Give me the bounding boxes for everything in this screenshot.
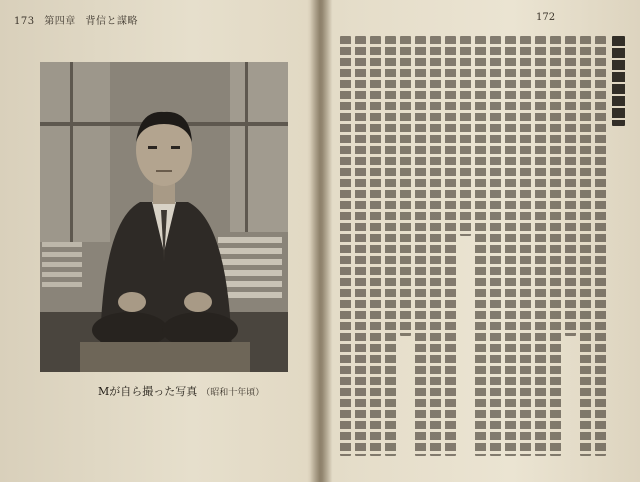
text-line-placeholder <box>475 36 486 456</box>
text-line-placeholder <box>385 36 396 456</box>
right-page-number: 172 <box>536 12 556 23</box>
portrait-illustration <box>40 62 288 372</box>
text-line-placeholder <box>520 36 531 456</box>
section-heading-placeholder <box>612 36 625 126</box>
text-line-placeholder <box>445 36 456 456</box>
photo-caption <box>98 383 264 399</box>
right-page <box>322 0 640 482</box>
text-line-placeholder <box>460 36 471 236</box>
text-line-placeholder <box>535 36 546 456</box>
text-line-placeholder <box>370 36 381 456</box>
portrait-photo <box>40 62 288 372</box>
text-line-placeholder <box>550 36 561 456</box>
left-page-header <box>14 12 138 27</box>
caption-date: （昭和十年頃） <box>201 388 265 398</box>
text-line-placeholder <box>580 36 591 456</box>
text-line-placeholder <box>490 36 501 456</box>
caption-main: Mが自ら撮った写真 <box>98 385 198 398</box>
text-line-placeholder <box>430 36 441 456</box>
left-page <box>0 0 318 482</box>
vertical-text-block <box>340 36 620 466</box>
left-page-number: 173 <box>14 16 35 27</box>
text-line-placeholder <box>415 36 426 456</box>
chapter-title: 背信と謀略 <box>85 16 138 27</box>
text-line-placeholder <box>565 36 576 336</box>
text-line-placeholder <box>340 36 351 456</box>
text-line-placeholder <box>400 36 411 336</box>
chapter-label: 第四章 <box>44 16 76 27</box>
text-line-placeholder <box>355 36 366 456</box>
text-line-placeholder <box>595 36 606 456</box>
text-line-placeholder <box>505 36 516 456</box>
